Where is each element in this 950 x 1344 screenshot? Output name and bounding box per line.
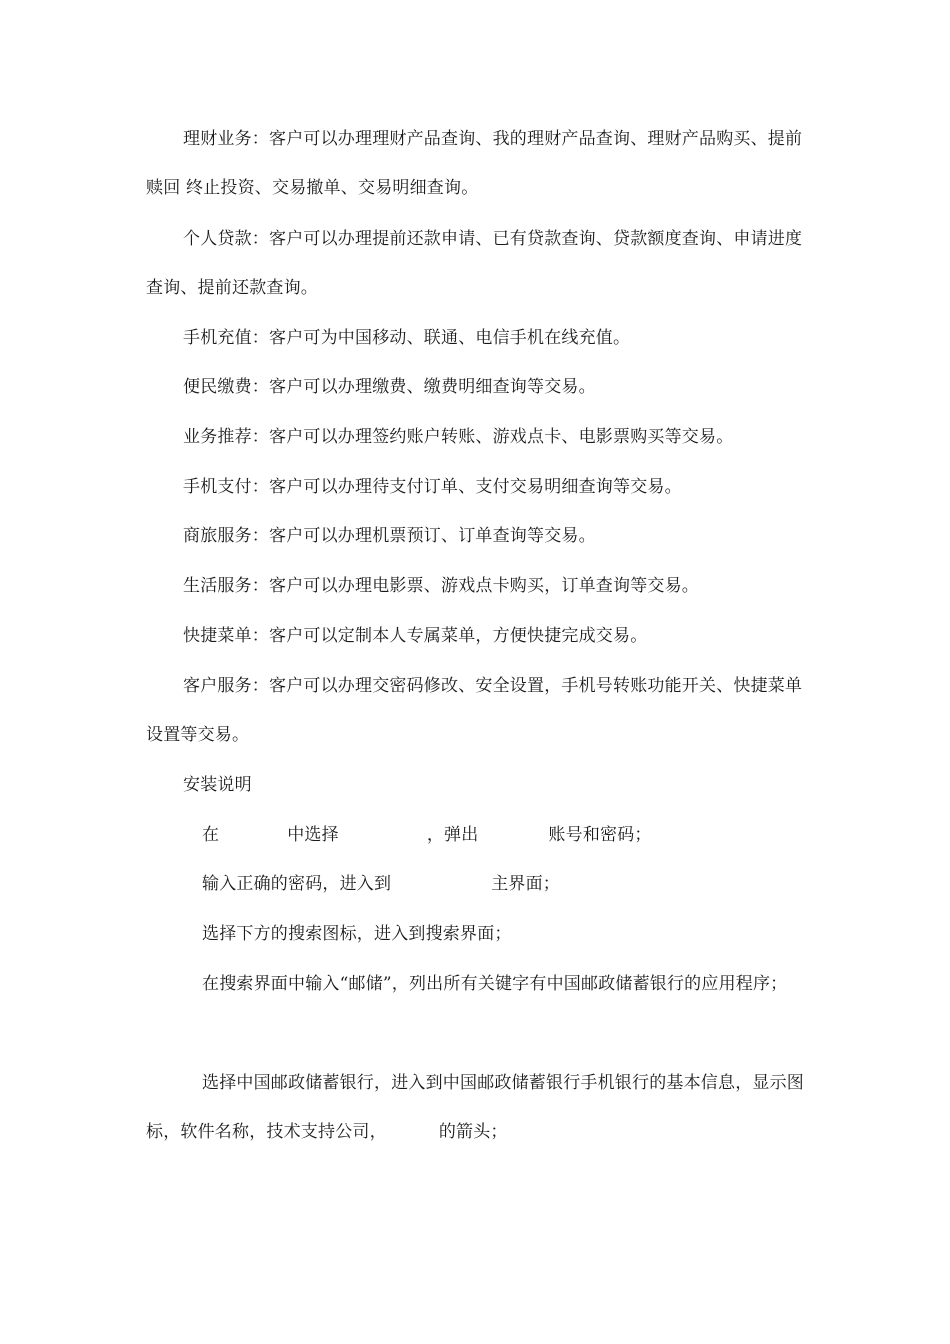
install-step-1 bbox=[146, 811, 811, 860]
install-step-5 bbox=[146, 1059, 811, 1157]
paragraph-life-service: 生活服务：客户可以办理电影票、游戏点卡购买，订单查询等交易。 bbox=[183, 576, 699, 596]
install-step-4: 在搜索界面中输入“邮储”，列出所有关键字有中国邮政储蓄银行的应用程序； bbox=[202, 974, 788, 994]
paragraph-customer-service: 客户服务：客户可以办理交密码修改、安全设置，手机号转账功能开关、快捷菜单设置等交易。 bbox=[146, 676, 803, 745]
step1-text-d: 账号和密码； bbox=[548, 825, 652, 845]
step1-text-a: 在 bbox=[202, 825, 220, 845]
paragraph-personal-loans: 个人贷款：客户可以办理提前还款申请、已有贷款查询、贷款额度查询、申请进度查询、提前还款查询。 bbox=[146, 229, 803, 298]
step1-text-c: ，弹出 bbox=[426, 825, 479, 845]
paragraph-mobile-payment: 手机支付：客户可以办理待支付订单、支付交易明细查询等交易。 bbox=[183, 477, 682, 497]
step1-text-b: 中选择 bbox=[287, 825, 339, 845]
paragraph-wealth-management: 理财业务：客户可以办理理财产品查询、我的理财产品查询、理财产品购买、提前赎回 终止投资、交易撤单、交易明细查询。 bbox=[146, 129, 803, 198]
step2-text-a: 输入正确的密码，进入到 bbox=[202, 874, 392, 894]
step5-text-a: 选择中国邮政储蓄银行，进入到中国邮政储蓄银行手机银行的基本信息，显示图标，软件名称，技术支持公司， bbox=[146, 1073, 804, 1142]
install-step-2 bbox=[146, 860, 811, 909]
step2-text-b: 主界面； bbox=[491, 874, 561, 894]
paragraph-travel-service: 商旅服务：客户可以办理机票预订、订单查询等交易。 bbox=[183, 526, 596, 546]
paragraph-business-recommend: 业务推荐：客户可以办理签约账户转账、游戏点卡、电影票购买等交易。 bbox=[183, 427, 734, 447]
section-heading-install: 安装说明 bbox=[183, 775, 252, 795]
step5-text-b: 的箭头； bbox=[438, 1122, 508, 1142]
paragraph-quick-menu: 快捷菜单：客户可以定制本人专属菜单，方便快捷完成交易。 bbox=[183, 626, 648, 646]
install-step-3: 选择下方的搜索图标，进入到搜索界面； bbox=[202, 924, 512, 944]
paragraph-mobile-topup: 手机充值：客户可为中国移动、联通、电信手机在线充值。 bbox=[183, 328, 631, 348]
paragraph-bill-payment: 便民缴费：客户可以办理缴费、缴费明细查询等交易。 bbox=[183, 377, 596, 397]
